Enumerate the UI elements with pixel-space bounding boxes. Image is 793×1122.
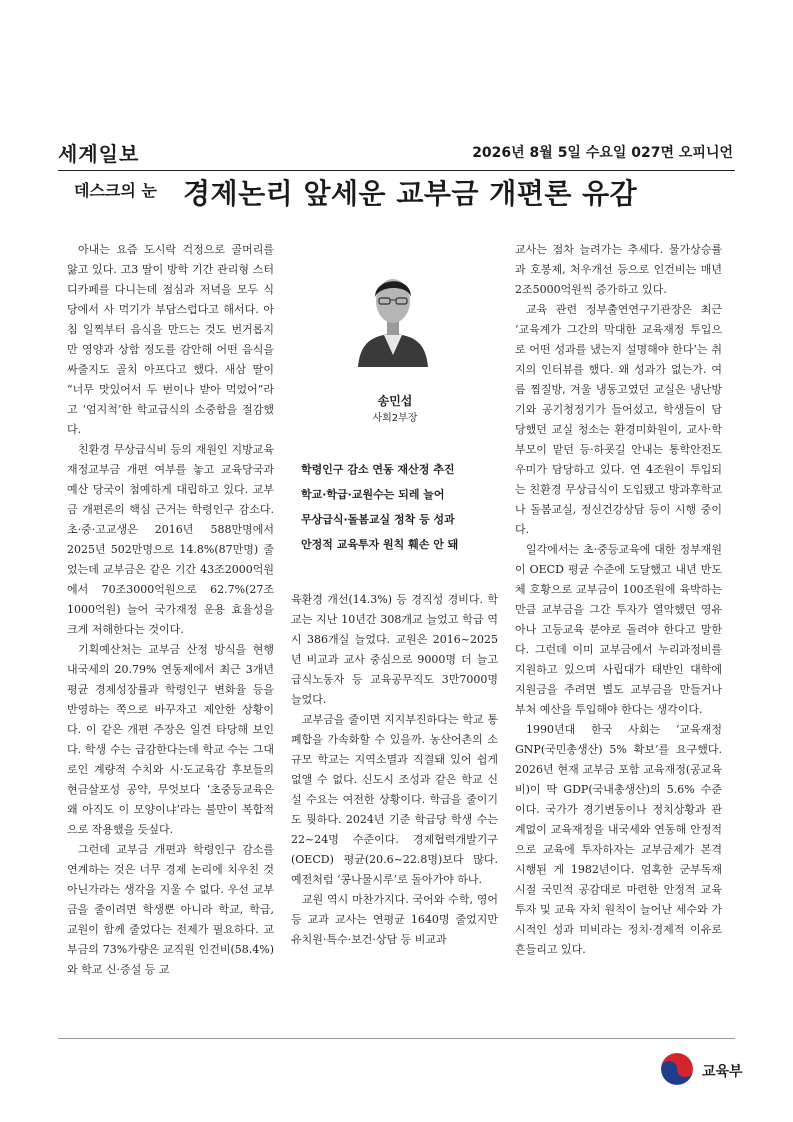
pull-quote-line: 안정적 교육투자 원칙 훼손 안 돼	[301, 538, 459, 551]
article-column-2	[291, 590, 498, 950]
pull-quote-line: 학령인구 감소 연동 재산정 추진	[301, 463, 455, 476]
dateline: 2026년 8월 5일 수요일 027면 오피니언	[472, 145, 733, 161]
paragraph: 교부금을 줄이면 지지부진하다는 학교 통폐합을 가속화할 수 있을까. 농산어촌의 소규모 학교는 지역소멸과 직결돼 있어 쉽게 없앨 수 없다. 신도시 조성과 같은 학교 신설 수요는 여전한 상황이다. 학급을 줄이기도 뭣하다. 2024년 기준 학급당 학생 수는 22~24명 수준이다. 경제협력개발기구(OECD) 평균(20.6~22.8명)보다 많다. 예전처럼 ‘콩나물시루’로 돌아가야 하나.	[291, 713, 498, 886]
paragraph: 교원 역시 마찬가지다. 국어와 수학, 영어 등 교과 교사는 연평균 1640명 줄었지만 유치원·특수·보건·상담 등 비교과	[291, 893, 498, 946]
paragraph: 그런데 교부금 개편과 학령인구 감소를 연계하는 것은 너무 경제 논리에 치우친 것 아닌가라는 생각을 지울 수 없다. 우선 교부금을 줄이려면 학생뿐 아니라 학교, 학급, 교원이 함께 줄었다는 전제가 필요하다. 교부금의 73%가량은 교직원 인건비(58.4%)와 학교 신·증설 등 교	[67, 843, 274, 976]
author-name: 송민섭	[377, 394, 413, 408]
paragraph: 1990년대 한국 사회는 ‘교육재정 GNP(국민총생산) 5% 확보’를 요구했다. 2026년 현재 교부금 포함 교육재정(공교육비)이 딱 GDP(국내총생산)의 5.6% 수준이다. 국가가 경기변동이나 정치상황과 관계없이 교육재정을 내국세와 연동해 안정적으로 교육에 투자하자는 교부금제가 본격 시행된 게 1982년이다. 엄혹한 군부독재 시절 국민적 공감대로 마련한 안정적 교육 투자 및 교육 자치 원칙이 늘어난 세수와 가시적인 성과 미비라는 정치·경제적 이유로 흔들리고 있다.	[515, 723, 722, 956]
author-title: 사회2부장	[372, 413, 418, 424]
article-headline: 경제논리 앞세운 교부금 개편론 유감	[183, 177, 638, 210]
paragraph: 육환경 개선(14.3%) 등 경직성 경비다. 학교는 지난 10년간 308개교 늘었고 학급 역시 386개실 늘었다. 교원은 2016~2025년 비교과 교사 중심으로 9000명 더 늘고 급식노동자 등 교육공무직도 3만7000명 늘었다.	[291, 593, 498, 706]
ministry-logo-text: 교육부	[702, 1064, 743, 1080]
article-column-1	[67, 240, 274, 980]
paragraph: 아내는 요즘 도시락 걱정으로 골머리를 앓고 있다. 고3 딸이 방학 기간 관리형 스터디카페를 다니는데 점심과 저녁을 모두 식당에서 사 먹기가 부담스럽다고 해서다. 아침 일찍부터 음식을 만드는 것도 번거롭지만 영양과 상함 정도를 감안해 어떤 음식을 싸줄지도 골치 아프다고 했다. 새삼 딸이 “너무 맛있어서 두 번이나 받아 먹었어”라고 ‘엄지척’한 학교급식의 소중함을 절감했다.	[67, 243, 274, 436]
paragraph: 일각에서는 초·중등교육에 대한 정부재원이 OECD 평균 수준에 도달했고 내년 반도체 호황으로 교부금이 100조원에 육박하는 만큼 교부금을 그간 투자가 열악했던 영유아나 고등교육 분야로 돌려야 한다고 말한다. 그런데 이미 교부금에서 누리과정비를 지원하고 있으며 사립대가 태반인 대학에 지원금을 주려면 별도 교부금을 만들거나 부처 예산을 투입해야 한다는 생각이다.	[515, 543, 722, 716]
footer-divider	[58, 1038, 735, 1039]
pull-quote-line: 학교·학급·교원수는 되레 늘어	[301, 488, 445, 501]
ministry-logo-icon	[660, 1052, 694, 1086]
paragraph: 교사는 점차 늘려가는 추세다. 물가상승률과 호봉제, 처우개선 등으로 인건비는 매년 2조5000억원씩 증가하고 있다.	[515, 243, 722, 296]
paragraph: 기획예산처는 교부금 산정 방식을 현행 내국세의 20.79% 연동제에서 최근 3개년 평균 경제성장률과 학령인구 변화율 등을 반영하는 쪽으로 바꾸자고 제안한 상황이다. 이 같은 개편 주장은 일견 타당해 보인다. 학생 수는 급감한다는데 학교 수는 그대로인 계량적 수치와 시·도교육감 후보들의 현금살포성 공약, 무엇보다 ‘초중등교육은 왜 아직도 이 모양이냐’라는 불만이 복합적으로 작용했을 듯싶다.	[67, 643, 274, 836]
header-divider	[58, 170, 735, 171]
pull-quote-line: 무상급식·돌봄교실 정착 등 성과	[301, 513, 455, 526]
pull-quote	[301, 457, 501, 557]
article-column-3	[515, 240, 722, 960]
paragraph: 친환경 무상급식비 등의 재원인 지방교육재정교부금 개편 여부를 놓고 교육당국과 예산 당국이 첨예하게 대립하고 있다. 교부금 개편론의 핵심 근거는 학령인구 감소다. 초·중·고교생은 2016년 588만명에서 2025년 502만명으로 14.8%(87만명) 줄었는데 교부금은 같은 기간 43조2000억원에서 70조3000억원으로 62.7%(27조1000억원) 늘어 국가재정 운용 효율성을 크게 저해한다는 것이다.	[67, 443, 274, 636]
newspaper-masthead: 세계일보	[58, 142, 140, 166]
column-label: 데스크의 눈	[74, 181, 157, 200]
author-photo	[354, 255, 432, 367]
paragraph: 교육 관련 정부출연연구기관장은 최근 ‘교육계가 그간의 막대한 교육재정 투입으로 어떤 성과를 냈는지 설명해야 한다’는 취지의 인터뷰를 했다. 왜 성과가 없는가. 여름 찜질방, 겨울 냉동고였던 교실은 냉난방기와 공기청정기가 들어섰고, 학생들이 담당했던 교실 청소는 환경미화원이, 교사·학부모이 맡던 등·하굣길 안내는 통학안전도우미가 담당하고 있다. 연 4조원이 투입되는 친환경 무상급식이 도입됐고 방과후학교나 돌봄교실, 정신건강상담 등이 시행 중이다.	[515, 303, 722, 536]
